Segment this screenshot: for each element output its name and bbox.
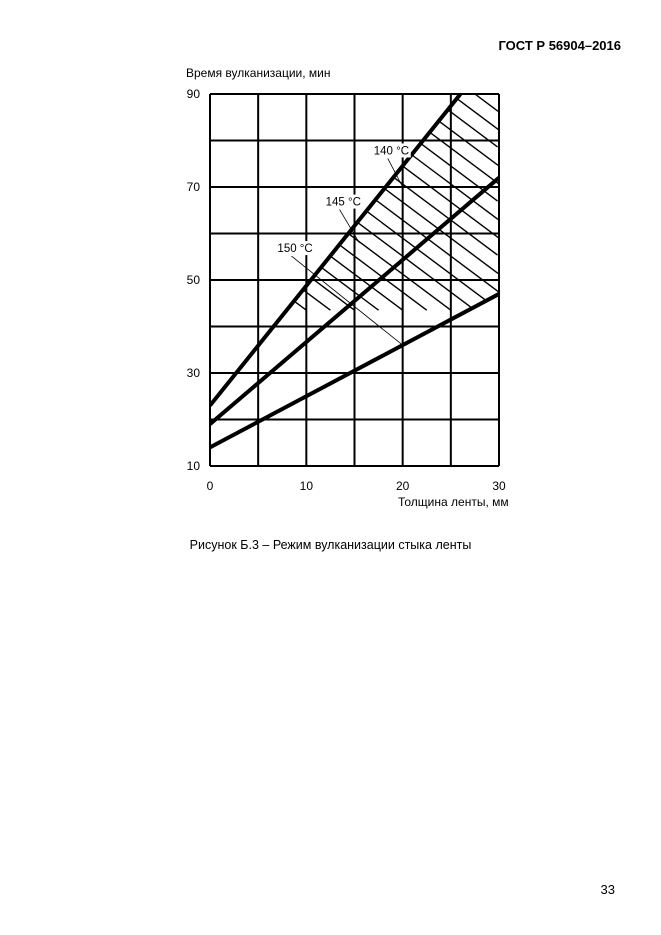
- hatch-line: [372, 288, 402, 311]
- hatch-line: [295, 302, 307, 311]
- page-number: 33: [600, 882, 615, 897]
- hatch-line: [330, 256, 370, 286]
- hatch-line: [403, 166, 461, 209]
- y-tick-label: 70: [186, 180, 200, 194]
- y-tick-label: 90: [186, 87, 200, 101]
- hatch-line: [350, 235, 393, 267]
- x-tick-label: 10: [299, 479, 314, 493]
- x-tick-label: 20: [395, 479, 410, 493]
- hatch-line: [361, 297, 378, 310]
- document-code: ГОСТ Р 56904–2016: [498, 38, 621, 53]
- x-tick-label: 0: [206, 479, 214, 493]
- x-axis-label: Толщина ленты, мм: [398, 495, 509, 509]
- hatch-line: [451, 220, 497, 255]
- hatch-line: [376, 200, 427, 238]
- figure-caption: Рисунок Б.3 – Режим вулканизации стыка ленты: [189, 538, 472, 552]
- hatch-line: [383, 278, 426, 310]
- hatch-band-2: [349, 182, 499, 311]
- hatch-line: [368, 212, 416, 248]
- y-axis-label: Время вулканизации, мин: [186, 66, 331, 80]
- hatch-line: [413, 156, 472, 200]
- hatch-line: [485, 191, 498, 201]
- hatch-line: [358, 223, 404, 258]
- annotation-label: 140 °C: [373, 145, 410, 158]
- hatch-line: [458, 99, 498, 129]
- hatch-line: [475, 94, 498, 111]
- hatch-line: [439, 121, 498, 165]
- hatch-line: [473, 201, 498, 219]
- hatch-line: [340, 245, 382, 276]
- annotation-label: 150 °C: [277, 243, 313, 256]
- y-tick-label: 10: [186, 459, 200, 473]
- y-tick-label: 30: [186, 366, 200, 380]
- hatch-line: [385, 189, 437, 228]
- x-tick-label: 30: [492, 479, 506, 493]
- hatch-line: [439, 229, 498, 273]
- y-tick-label: 50: [186, 273, 200, 287]
- hatch-line: [421, 144, 483, 190]
- annotation-label: 145 °C: [325, 196, 361, 209]
- hatch-line: [304, 291, 330, 310]
